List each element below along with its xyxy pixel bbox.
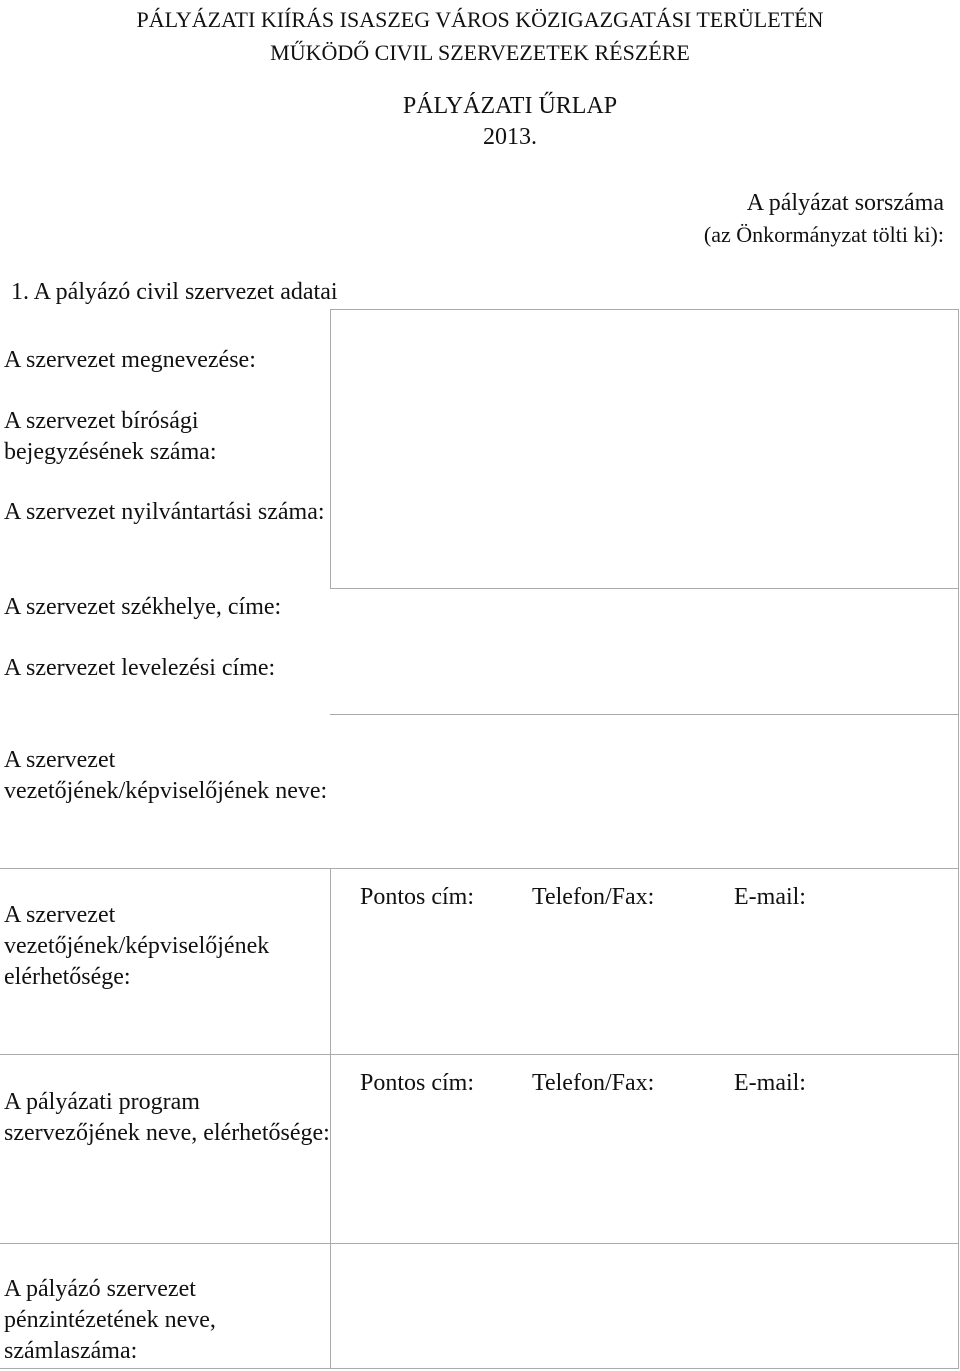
address-label-block [4, 592, 330, 684]
registry-number-label: A szervezet nyilvántartási száma: [4, 499, 325, 525]
organization-name-label: A szervezet megnevezése: [4, 347, 256, 373]
table-border-right [958, 309, 959, 1368]
serial-label: A pályázat sorszáma [746, 190, 944, 216]
row-leader-contact [2, 868, 958, 1054]
row-headquarters-address [2, 588, 958, 714]
court-registration-label: A szervezet bírósági bejegyzésének száma: [4, 408, 217, 465]
address-field[interactable] [332, 588, 958, 714]
form-year: 2013. [483, 124, 537, 150]
organization-name-field[interactable] [332, 309, 958, 467]
row-bank-account [2, 1243, 958, 1368]
leader-email-column-header: E-mail: [734, 884, 806, 910]
serial-note: (az Önkormányzat tölti ki): [703, 222, 944, 247]
leader-name-label: A szervezet vezetőjének/képviselőjének neve: [4, 747, 328, 804]
leader-address-column-header: Pontos cím: [360, 884, 475, 910]
leader-contact-label: A szervezet vezetőjének/képviselőjének elérhetősége: [4, 902, 270, 990]
row-leader-name [2, 714, 958, 868]
organization-name-label-block [4, 345, 330, 468]
registry-number-field[interactable] [332, 467, 958, 588]
headquarters-address-label: A szervezet székhelye, címe: [4, 594, 282, 620]
organizer-contact-label: A pályázati program szervezőjének neve, elérhetősége: [4, 1089, 330, 1146]
leader-phone-column-header: Telefon/Fax: [532, 884, 655, 910]
organizer-contact-field[interactable] [332, 1054, 958, 1243]
mailing-address-label: A szervezet levelezési címe: [4, 655, 276, 681]
row-registry-number [2, 467, 958, 588]
row-organizer-contact [2, 1054, 958, 1243]
bank-account-field[interactable] [332, 1243, 958, 1368]
organizer-phone-column-header: Telefon/Fax: [532, 1070, 655, 1096]
row-organization-name [2, 309, 958, 467]
form-title: PÁLYÁZATI ŰRLAP [402, 93, 618, 119]
document-title-line-1: PÁLYÁZATI KIÍRÁS ISASZEG VÁROS KÖZIGAZGATÁSI TERÜLETÉN [136, 7, 824, 32]
section-title: 1. A pályázó civil szervezet adatai [11, 279, 338, 305]
organizer-email-column-header: E-mail: [734, 1070, 806, 1096]
document-title-line-2: MŰKÖDŐ CIVIL SZERVEZETEK RÉSZÉRE [270, 40, 690, 65]
leader-name-field[interactable] [332, 714, 958, 868]
bank-account-label: A pályázó szervezet pénzintézetének neve, számlaszáma: [4, 1276, 216, 1364]
leader-contact-field[interactable] [332, 868, 958, 1054]
table-border-bottom [0, 1368, 959, 1369]
organizer-address-column-header: Pontos cím: [360, 1070, 475, 1096]
